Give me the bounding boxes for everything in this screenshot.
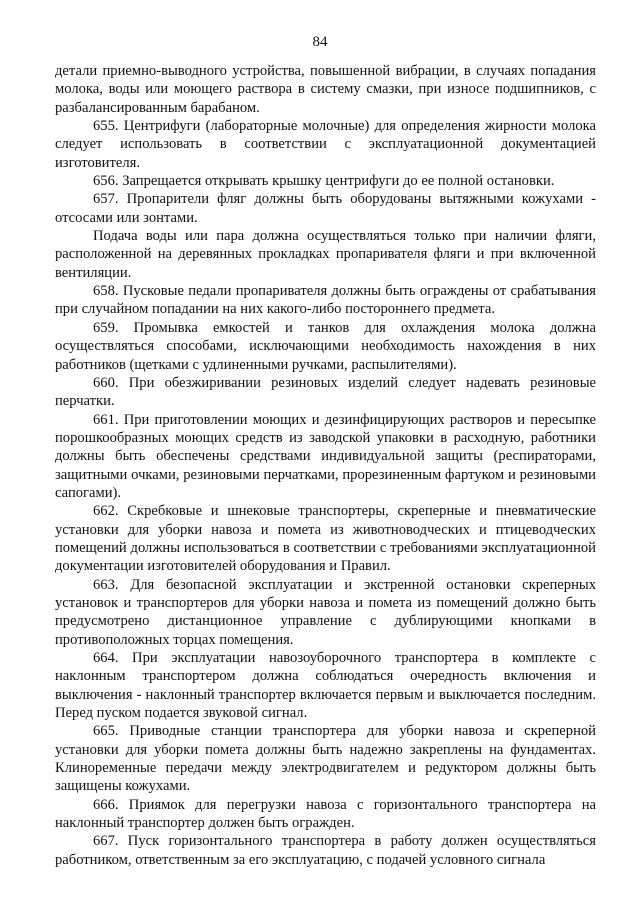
paragraph-660: 660. При обезжиривании резиновых изделий следует надевать резиновые перчатки. bbox=[55, 374, 596, 410]
paragraph-656: 656. Запрещается открывать крышку центрифуги до ее полной остановки. bbox=[93, 173, 555, 190]
paragraph-666: 666. Приямок для перегрузки навоза с горизонтального транспортера на наклонный транспортер должен быть огражден. bbox=[55, 796, 596, 832]
page-number: 84 bbox=[312, 34, 328, 50]
document-body bbox=[55, 62, 596, 869]
paragraph-657-steam-supply: Подача воды или пара должна осуществляться только при наличии фляги, расположенной на деревянных прокладках пропаривателя фляги и при включенной вентиляции. bbox=[55, 228, 596, 281]
paragraph-661: 661. При приготовлении моющих и дезинфицирующих растворов и пересыпке порошкообразных моющих средств из заводской упаковки в расходную, работники должны быть обеспечены средствами индивидуальной защиты (респираторами, защитными очками, резиновыми перчатками, прорезиненным фартуком и резиновыми сапогами). bbox=[55, 411, 596, 501]
paragraph-663: 663. Для безопасной эксплуатации и экстренной остановки скреперных установок и транспортеров для уборки навоза и помета из помещений должно быть предусмотрено дистанционное управление с дублирующими кнопками в противоположных торцах помещения. bbox=[55, 576, 596, 648]
paragraph-662: 662. Скребковые и шнековые транспортеры, скреперные и пневматические установки для уборки навоза и помета из животноводческих и птицеводческих помещений должны использоваться в соответствии с требованиями эксплуатационной документации изготовителей оборудования и Правил. bbox=[55, 503, 596, 575]
paragraph-659: 659. Промывка емкостей и танков для охлаждения молока должна осуществляться способами, исключающими необходимость нахождения в них работников (щетками с удлиненными ручками, распылителями). bbox=[55, 319, 596, 373]
paragraph-667: 667. Пуск горизонтального транспортера в работу должен осуществляться работником, ответственным за его эксплуатацию, с подачей условного сигнала bbox=[55, 833, 596, 868]
paragraph-655: 655. Центрифуги (лабораторные молочные) для определения жирности молока следует использовать в соответствии с эксплуатационной документацией изготовителя. bbox=[55, 118, 596, 171]
paragraph-665: 665. Приводные станции транспортера для уборки навоза и скреперной установки для уборки помета должны быть надежно закреплены на фундаментах. Клиноременные передачи между электродвигателем и редуктором должны быть защищены кожухами. bbox=[55, 723, 596, 795]
paragraph-658: 658. Пусковые педали пропаривателя должны быть ограждены от срабатывания при случайном попадании на них какого-либо постороннего предмета. bbox=[55, 283, 596, 318]
paragraph-657: 657. Пропарители фляг должны быть оборудованы вытяжными кожухами - отсосами или зонтами. bbox=[55, 191, 596, 226]
paragraph-664: 664. При эксплуатации навозоуборочного транспортера в комплекте с наклонным транспортером должна соблюдаться очередность включения и выключения - наклонный транспортер включается первым и выключается последним. Перед пуском подается звуковой сигнал. bbox=[55, 650, 596, 722]
paragraph-continuation: детали приемно-выводного устройства, повышенной вибрации, в случаях попадания молока, воды или моющего раствора в систему смазки, при износе подшипников, с разбалансированным барабаном. bbox=[55, 63, 596, 116]
